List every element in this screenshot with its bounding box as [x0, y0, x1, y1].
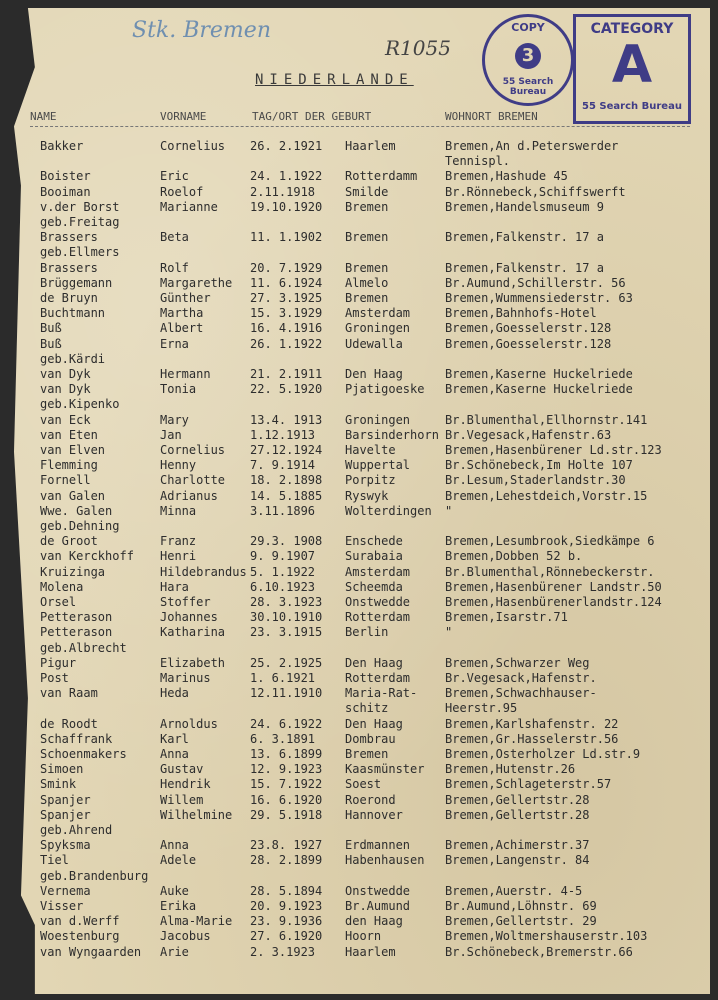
cell-birthdate: 28. 5.1894 — [250, 883, 323, 898]
cell-birthplace: Onstwedde — [345, 883, 411, 898]
cell-address: Bremen,Schlageterstr.57 — [445, 777, 612, 792]
cell-surname: geb.Ahrend — [40, 823, 113, 837]
cell-birthdate: 7. 9.1914 — [250, 458, 316, 473]
cell-birthplace: Den Haag — [345, 367, 403, 381]
cell-surname: Wwe. Galen — [40, 503, 113, 518]
cell-birthplace: Kaasmünster — [345, 762, 425, 777]
cell-firstname: Arie — [160, 944, 189, 959]
cell-birthplace: Groningen — [345, 412, 411, 427]
cell-birthplace: Onstwedde — [345, 595, 411, 609]
cell-birthplace: den Haag — [345, 914, 403, 929]
cell-birthplace: Soest — [345, 777, 382, 792]
cell-birthplace: Br.Aumund — [345, 899, 411, 913]
cell-birthplace: Enschede — [345, 534, 403, 549]
cell-birthdate: 23. 3.1915 — [250, 625, 323, 640]
cell-birthdate: 13. 6.1899 — [250, 747, 323, 761]
category-stamp-letter: A — [611, 35, 653, 95]
cell-birthdate: 13.4. 1913 — [250, 412, 323, 427]
cell-surname: geb.Brandenburg — [40, 868, 149, 883]
cell-address: Bremen,Falkenstr. 17 a — [445, 230, 604, 245]
cell-birthdate: 12. 9.1923 — [250, 762, 323, 777]
cell-birthdate: 2. 3.1923 — [250, 944, 316, 959]
cell-birthplace: Roerond — [345, 792, 396, 807]
cell-address: Br.Vegesack,Hafenstr.63 — [445, 427, 612, 442]
cell-birthplace: Smilde — [345, 184, 389, 199]
cell-surname: Petterason — [40, 625, 113, 640]
cell-birthdate: 16. 4.1916 — [250, 321, 323, 336]
cell-address: Bremen,Karlshafenstr. 22 — [445, 716, 619, 731]
cell-address: Bremen,Goesselerstr.128 — [445, 321, 612, 336]
cell-firstname: Willem — [160, 792, 204, 807]
category-stamp-title: CATEGORY — [590, 21, 674, 37]
cell-surname: Brassers — [40, 260, 98, 275]
cell-birthplace: Habenhausen — [345, 853, 425, 868]
cell-surname: van Wyngaarden — [40, 944, 142, 959]
cell-birthdate: 20. 9.1923 — [250, 899, 323, 913]
copy-stamp — [482, 14, 574, 106]
cell-firstname: Eric — [160, 169, 189, 184]
cell-birthdate: 24. 1.1922 — [250, 169, 323, 184]
cell-surname: Boister — [40, 169, 91, 184]
cell-address: Heerstr.95 — [445, 701, 518, 716]
cell-surname: van Kerckhoff — [40, 549, 134, 564]
cell-surname: Smink — [40, 777, 77, 792]
cell-surname: Fornell — [40, 473, 91, 488]
cell-surname: geb.Kärdi — [40, 351, 106, 366]
cell-birthplace: Almelo — [345, 275, 389, 290]
cell-address: Bremen,Gr.Hasselerstr.56 — [445, 731, 619, 746]
cell-firstname: Beta — [160, 230, 189, 245]
category-stamp — [573, 14, 691, 124]
cell-birthplace: Bremen — [345, 199, 389, 214]
cell-birthplace: Haarlem — [345, 944, 396, 959]
header-wohnort: WOHNORT BREMEN — [445, 110, 538, 123]
cell-birthplace: Amsterdam — [345, 306, 411, 321]
cell-address: Bremen,Dobben 52 b. — [445, 549, 583, 564]
cell-firstname: Alma-Marie — [160, 914, 233, 929]
cell-address: Br.Aumund,Schillerstr. 56 — [445, 275, 626, 290]
cell-surname: Spanjer — [40, 807, 91, 822]
cell-surname: Buchtmann — [40, 306, 106, 321]
cell-surname: Bakker — [40, 139, 84, 153]
cell-address: Bremen,Hutenstr.26 — [445, 762, 576, 777]
cell-birthplace: Rotterdam — [345, 671, 411, 685]
cell-address: Bremen,Hasenbürenerlandstr.124 — [445, 595, 662, 609]
cell-birthplace: Hoorn — [345, 929, 382, 944]
cell-birthplace: Bremen — [345, 260, 389, 275]
cell-firstname: Auke — [160, 883, 189, 898]
copy-stamp-text: COPY — [511, 21, 545, 34]
cell-firstname: Hildebrandus — [160, 564, 247, 579]
cell-surname: Flemming — [40, 458, 98, 473]
cell-address: Bremen,Wummensiederstr. 63 — [445, 291, 633, 305]
cell-firstname: Albert — [160, 321, 204, 336]
cell-firstname: Elizabeth — [160, 655, 226, 670]
cell-birthdate: 24. 6.1922 — [250, 716, 323, 731]
cell-surname: van Raam — [40, 686, 98, 701]
cell-address: " — [445, 503, 453, 518]
cell-address: Bremen,Achimerstr.37 — [445, 838, 590, 853]
cell-birthplace: Porpitz — [345, 473, 396, 488]
cell-firstname: Günther — [160, 291, 211, 305]
cell-birthplace: Surabaia — [345, 549, 403, 564]
cell-surname: Woestenburg — [40, 929, 120, 944]
cell-firstname: Heda — [160, 686, 189, 701]
cell-birthdate: 23. 9.1936 — [250, 914, 323, 929]
cell-firstname: Martha — [160, 306, 204, 321]
handwritten-location: Stk. Bremen — [132, 18, 271, 43]
cell-firstname: Roelof — [160, 184, 204, 199]
cell-address: Br.Vegesack,Hafenstr. — [445, 671, 597, 685]
cell-address: Bremen,Hashude 45 — [445, 169, 568, 184]
cell-surname: Pigur — [40, 655, 77, 670]
cell-birthplace: Havelte — [345, 443, 396, 457]
cell-birthdate: 16. 6.1920 — [250, 792, 323, 807]
cell-firstname: Franz — [160, 534, 197, 549]
cell-address: Br.Blumenthal,Rönnebeckerstr. — [445, 564, 655, 579]
cell-firstname: Stoffer — [160, 595, 211, 609]
cell-address: Bremen,Goesselerstr.128 — [445, 336, 612, 351]
cell-birthdate: 27.12.1924 — [250, 443, 323, 457]
cell-birthplace: Amsterdam — [345, 564, 411, 579]
cell-surname: Simoen — [40, 762, 84, 777]
cell-birthdate: 6. 3.1891 — [250, 731, 316, 746]
cell-birthdate: 27. 3.1925 — [250, 291, 323, 305]
cell-surname: geb.Ellmers — [40, 245, 120, 260]
cell-address: Bremen,Auerstr. 4-5 — [445, 883, 583, 898]
cell-surname: van Dyk — [40, 367, 91, 381]
cell-birthdate: 9. 9.1907 — [250, 549, 316, 564]
cell-address: Bremen,Falkenstr. 17 a — [445, 260, 604, 275]
cell-birthdate: 21. 2.1911 — [250, 367, 323, 381]
cell-surname: de Bruyn — [40, 291, 98, 305]
cell-surname: geb.Dehning — [40, 519, 120, 533]
cell-surname: Schoenmakers — [40, 747, 127, 761]
cell-birthdate: 15. 7.1922 — [250, 777, 323, 792]
cell-address: Bremen,Langenstr. 84 — [445, 853, 590, 868]
cell-birthdate: 28. 2.1899 — [250, 853, 323, 868]
cell-surname: geb.Freitag — [40, 215, 120, 229]
cell-firstname: Margarethe — [160, 275, 233, 290]
header-divider — [30, 126, 690, 127]
cell-surname: de Roodt — [40, 716, 98, 731]
cell-birthdate: 11. 1.1902 — [250, 230, 323, 245]
cell-firstname: Anna — [160, 747, 189, 761]
cell-address: Bremen,Kaserne Huckelriede — [445, 382, 633, 397]
cell-address: Bremen,Woltmershauserstr.103 — [445, 929, 648, 944]
cell-address: Bremen,Bahnhofs-Hotel — [445, 306, 597, 321]
cell-surname: Tiel — [40, 853, 69, 868]
cell-firstname: Mary — [160, 412, 189, 427]
cell-address: Bremen,Hasenbürener Ld.str.123 — [445, 443, 662, 457]
cell-birthplace: Erdmannen — [345, 838, 411, 853]
cell-birthdate: 22. 5.1920 — [250, 382, 323, 397]
cell-address: Br.Blumenthal,Ellhornstr.141 — [445, 412, 648, 427]
cell-surname: Vernema — [40, 883, 91, 898]
cell-birthdate: 14. 5.1885 — [250, 488, 323, 503]
cell-address: Br.Aumund,Löhnstr. 69 — [445, 899, 597, 913]
cell-birthdate: 1.12.1913 — [250, 427, 316, 442]
cell-surname: Buß — [40, 336, 62, 351]
cell-surname: van Elven — [40, 443, 106, 457]
cell-birthdate: 3.11.1896 — [250, 503, 316, 518]
cell-birthplace: Maria-Rat- — [345, 686, 418, 701]
cell-birthplace: Bremen — [345, 230, 389, 245]
cell-birthplace: Berlin — [345, 625, 389, 640]
cell-firstname: Johannes — [160, 610, 218, 625]
cell-surname: Buß — [40, 321, 62, 336]
cell-birthdate: 11. 6.1924 — [250, 275, 323, 290]
cell-surname: van Eten — [40, 427, 98, 442]
cell-firstname: Anna — [160, 838, 189, 853]
cell-firstname: Wilhelmine — [160, 807, 233, 822]
cell-birthplace: schitz — [345, 701, 389, 716]
cell-surname: Kruizinga — [40, 564, 106, 579]
cell-firstname: Charlotte — [160, 473, 226, 488]
cell-surname: van Eck — [40, 412, 91, 427]
cell-birthdate: 28. 3.1923 — [250, 595, 323, 609]
cell-surname: Brüggemann — [40, 275, 113, 290]
header-name: NAME — [30, 110, 57, 123]
cell-firstname: Erika — [160, 899, 197, 913]
handwritten-reference: R1055 — [385, 36, 451, 60]
cell-birthdate: 1. 6.1921 — [250, 671, 316, 685]
cell-birthplace: Scheemda — [345, 579, 403, 594]
cell-surname: Booiman — [40, 184, 91, 199]
cell-birthplace: Hannover — [345, 807, 403, 822]
cell-firstname: Cornelius — [160, 443, 226, 457]
cell-birthplace: Rotterdamm — [345, 169, 418, 184]
cell-birthdate: 19.10.1920 — [250, 199, 323, 214]
cell-firstname: Arnoldus — [160, 716, 218, 731]
cell-birthplace: Den Haag — [345, 716, 403, 731]
cell-address: Br.Schönebeck,Bremerstr.66 — [445, 944, 633, 959]
cell-address: Bremen,Lesumbrook,Siedkämpe 6 — [445, 534, 655, 549]
cell-surname: Molena — [40, 579, 84, 594]
cell-birthdate: 25. 2.1925 — [250, 655, 323, 670]
cell-firstname: Minna — [160, 503, 197, 518]
cell-surname: van Galen — [40, 488, 106, 503]
cell-address: Bremen,Kaserne Huckelriede — [445, 367, 633, 381]
cell-address: Bremen,Schwarzer Weg — [445, 655, 590, 670]
header-geburt: TAG/ORT DER GEBURT — [252, 110, 372, 123]
cell-firstname: Erna — [160, 336, 189, 351]
cell-address: Bremen,Gellertstr.28 — [445, 792, 590, 807]
cell-birthdate: 20. 7.1929 — [250, 260, 323, 275]
copy-stamp-number: 3 — [515, 43, 541, 69]
cell-address: Br.Lesum,Staderlandstr.30 — [445, 473, 626, 488]
cell-address: Bremen,Handelsmuseum 9 — [445, 199, 604, 214]
cell-birthdate: 26. 2.1921 — [250, 139, 323, 153]
cell-birthplace: Ryswyk — [345, 488, 389, 503]
cell-surname: Spanjer — [40, 792, 91, 807]
cell-firstname: Katharina — [160, 625, 226, 640]
cell-birthdate: 30.10.1910 — [250, 610, 323, 625]
cell-firstname: Tonia — [160, 382, 197, 397]
cell-surname: de Groot — [40, 534, 98, 549]
cell-surname: v.der Borst — [40, 199, 120, 214]
copy-stamp-bureau: 55 Search Bureau — [502, 77, 554, 97]
cell-firstname: Adele — [160, 853, 197, 868]
cell-address: Bremen,Gellertstr. 29 — [445, 914, 597, 929]
cell-surname: Spyksma — [40, 838, 91, 853]
cell-birthdate: 18. 2.1898 — [250, 473, 323, 488]
cell-birthdate: 29.3. 1908 — [250, 534, 323, 549]
cell-birthplace: Bremen — [345, 747, 389, 761]
cell-firstname: Henny — [160, 458, 197, 473]
cell-firstname: Jacobus — [160, 929, 211, 944]
cell-address: Bremen,An d.Peterswerder — [445, 139, 619, 153]
cell-firstname: Rolf — [160, 260, 189, 275]
cell-birthdate: 6.10.1923 — [250, 579, 316, 594]
cell-birthplace: Wuppertal — [345, 458, 411, 473]
cell-birthplace: Haarlem — [345, 139, 396, 153]
cell-birthplace: Bremen — [345, 291, 389, 305]
cell-surname: Visser — [40, 899, 84, 913]
category-stamp-bureau: 55 Search Bureau — [582, 101, 682, 112]
cell-birthplace: Dombrau — [345, 731, 396, 746]
cell-birthdate: 15. 3.1929 — [250, 306, 323, 321]
cell-firstname: Karl — [160, 731, 189, 746]
header-vorname: VORNAME — [160, 110, 207, 123]
cell-address: Bremen,Osterholzer Ld.str.9 — [445, 747, 641, 761]
cell-address: " — [445, 625, 453, 640]
cell-birthplace: Udewalla — [345, 336, 403, 351]
cell-surname: Schaffrank — [40, 731, 113, 746]
cell-birthplace: Groningen — [345, 321, 411, 336]
document-title: NIEDERLANDE — [255, 72, 414, 88]
cell-birthplace: Wolterdingen — [345, 503, 432, 518]
cell-surname: van Dyk — [40, 382, 91, 397]
cell-birthdate: 23.8. 1927 — [250, 838, 323, 853]
cell-birthplace: Barsinderhorn — [345, 427, 439, 442]
cell-address: Bremen,Isarstr.71 — [445, 610, 568, 625]
cell-firstname: Jan — [160, 427, 182, 442]
cell-surname: van d.Werff — [40, 914, 120, 929]
cell-birthdate: 2.11.1918 — [250, 184, 316, 199]
cell-firstname: Cornelius — [160, 139, 226, 153]
cell-surname: Brassers — [40, 230, 98, 245]
cell-firstname: Henri — [160, 549, 197, 564]
cell-firstname: Adrianus — [160, 488, 218, 503]
cell-firstname: Marianne — [160, 199, 218, 214]
cell-surname: geb.Albrecht — [40, 640, 127, 655]
cell-surname: Post — [40, 671, 69, 685]
cell-address: Br.Schönebeck,Im Holte 107 — [445, 458, 633, 473]
cell-birthplace: Pjatigoeske — [345, 382, 425, 397]
cell-firstname: Marinus — [160, 671, 211, 685]
cell-birthplace: Den Haag — [345, 655, 403, 670]
cell-birthdate: 5. 1.1922 — [250, 564, 316, 579]
cell-firstname: Hendrik — [160, 777, 211, 792]
cell-address: Tennispl. — [445, 154, 511, 169]
cell-birthdate: 29. 5.1918 — [250, 807, 323, 822]
cell-surname: Orsel — [40, 595, 77, 609]
cell-address: Bremen,Lehestdeich,Vorstr.15 — [445, 488, 648, 503]
cell-surname: geb.Kipenko — [40, 397, 120, 412]
cell-birthplace: Rotterdam — [345, 610, 411, 625]
cell-address: Bremen,Hasenbürener Landstr.50 — [445, 579, 662, 594]
cell-address: Bremen,Schwachhauser- — [445, 686, 597, 701]
cell-surname: Petterason — [40, 610, 113, 625]
cell-birthdate: 26. 1.1922 — [250, 336, 323, 351]
cell-address: Br.Rönnebeck,Schiffswerft — [445, 184, 626, 199]
cell-firstname: Hermann — [160, 367, 211, 381]
cell-birthdate: 27. 6.1920 — [250, 929, 323, 944]
cell-address: Bremen,Gellertstr.28 — [445, 807, 590, 822]
cell-firstname: Hara — [160, 579, 189, 594]
cell-birthdate: 12.11.1910 — [250, 686, 323, 701]
cell-firstname: Gustav — [160, 762, 204, 777]
